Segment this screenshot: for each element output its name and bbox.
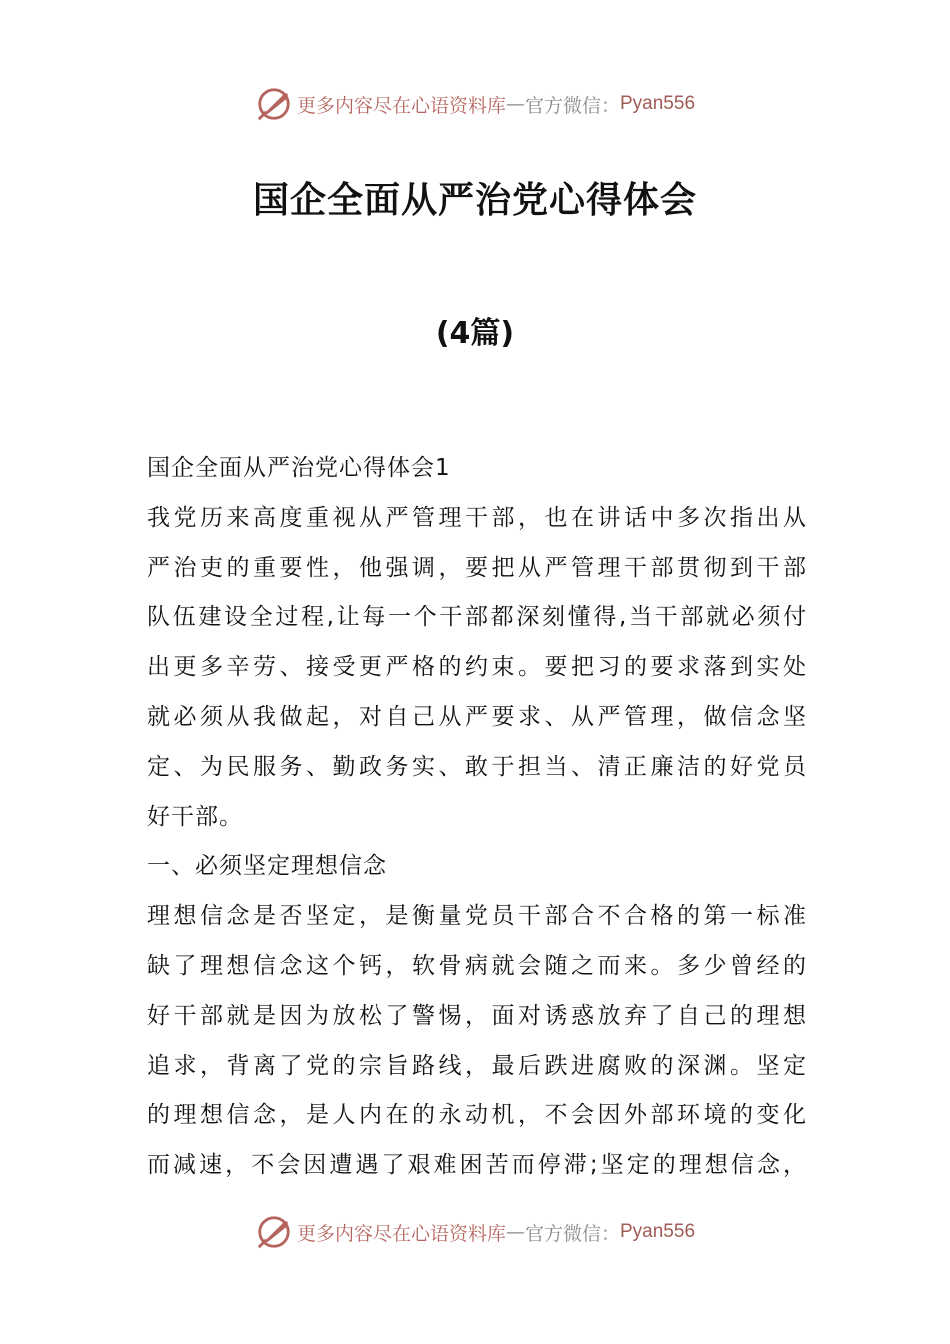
body-line: 理想信念是否坚定，是衡量党员干部合不合格的第一标准 xyxy=(147,903,807,930)
watermark-main-text: 更多内容尽在心语资料库 xyxy=(296,94,506,117)
watermark-wechat-id: Pyan556 xyxy=(620,93,696,114)
body-line: 好干部。 xyxy=(147,803,243,830)
body-line: 就必须从我做起，对自己从严要求、从严管理，做信念坚 xyxy=(147,703,807,730)
document-subtitle: (4篇) xyxy=(435,316,515,351)
section-heading: 国企全面从严治党心得体会1 xyxy=(147,455,451,481)
watermark-dash: — xyxy=(505,1221,525,1243)
body-line: 严治吏的重要性，他强调，要把从严管理干部贯彻到干部 xyxy=(147,554,807,581)
watermark-official-label: 官方微信： xyxy=(524,94,620,117)
subsection-heading: 一、必须坚定理想信念 xyxy=(147,853,387,880)
quill-logo-icon xyxy=(255,1213,293,1251)
quill-logo-icon xyxy=(255,85,293,123)
document-body xyxy=(147,444,807,1191)
body-line: 我党历来高度重视从严管理干部，也在讲话中多次指出从 xyxy=(147,504,807,531)
body-line: 追求，背离了党的宗旨路线，最后跌进腐败的深渊。坚定 xyxy=(147,1052,807,1079)
body-line: 出更多辛劳、接受更严格的约束。要把习的要求落到实处 xyxy=(147,654,807,681)
watermark-wechat-id: Pyan556 xyxy=(620,1221,696,1242)
document-title: 国企全面从严治党心得体会 xyxy=(252,180,697,221)
watermark-dash: — xyxy=(505,93,525,115)
body-line: 缺了理想信念这个钙，软骨病就会随之而来。多少曾经的 xyxy=(147,952,807,979)
body-line: 定、为民服务、勤政务实、敢于担当、清正廉洁的好党员 xyxy=(147,753,807,780)
watermark-banner-bottom xyxy=(0,1212,950,1252)
body-line: 而减速，不会因遭遇了艰难困苦而停滞;坚定的理想信念， xyxy=(147,1152,807,1179)
watermark-banner-top xyxy=(0,84,950,124)
body-line: 的理想信念，是人内在的永动机，不会因外部环境的变化 xyxy=(147,1102,807,1129)
watermark-main-text: 更多内容尽在心语资料库 xyxy=(296,1222,506,1245)
body-line: 好干部就是因为放松了警惕，面对诱惑放弃了自己的理想 xyxy=(147,1002,807,1029)
watermark-official-label: 官方微信： xyxy=(524,1222,620,1245)
body-line: 队伍建设全过程,让每一个干部都深刻懂得,当干部就必须付 xyxy=(147,604,807,631)
